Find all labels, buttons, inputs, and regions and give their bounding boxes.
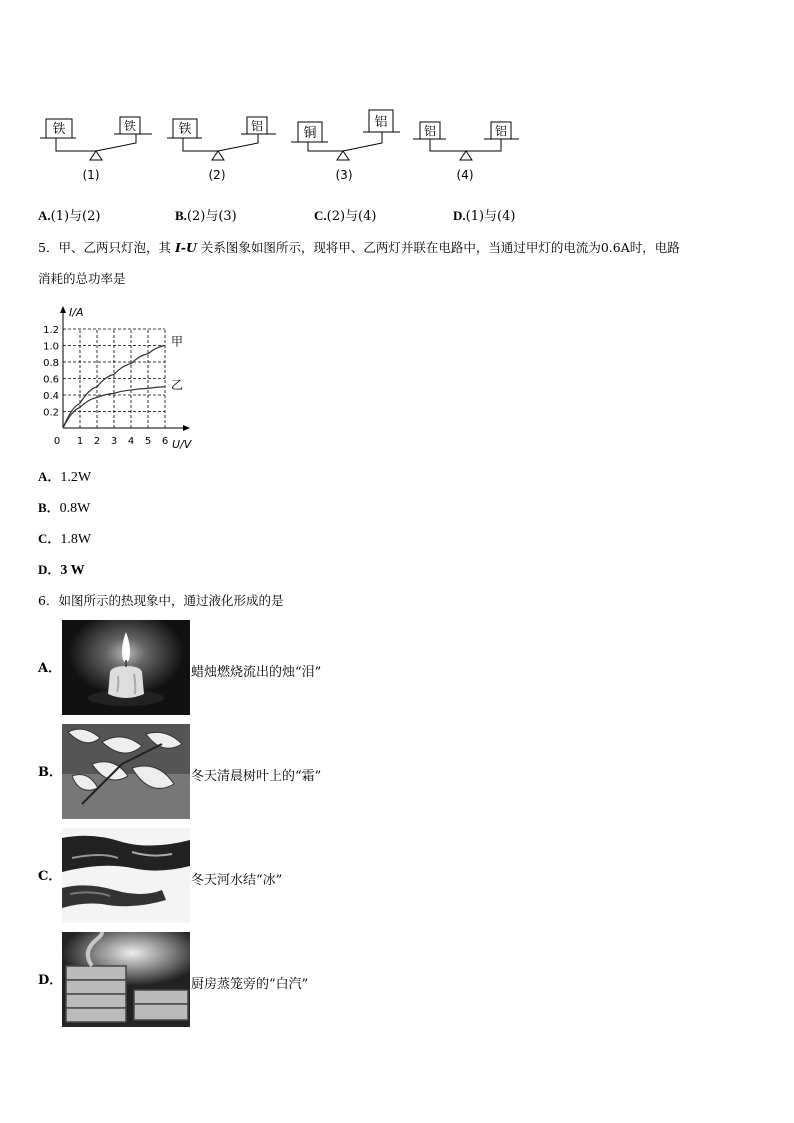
- q5-option-a-letter: A．: [38, 469, 61, 484]
- iu-chart: [36, 302, 206, 454]
- q6-option-d-letter[interactable]: D．: [38, 973, 63, 988]
- x-tick-label-5: 5: [144, 436, 152, 447]
- frost-leaf-photo: [62, 724, 190, 819]
- q4-option-b-text: (2)与(3): [186, 209, 237, 224]
- q4-option-b[interactable]: [175, 208, 237, 225]
- q5-option-c-letter: C．: [38, 531, 61, 546]
- balance-figures: [36, 105, 526, 187]
- x-tick-label-0: 0: [53, 436, 61, 447]
- y-tick-label-2: 0.6: [43, 374, 59, 386]
- balance-3-left-label: 铜: [303, 126, 317, 141]
- q5-option-c-text: 1.8W: [60, 532, 92, 547]
- y-tick-label-1: 0.4: [43, 391, 59, 402]
- x-tick-label-1: 1: [76, 436, 84, 447]
- q4-option-a[interactable]: [38, 208, 100, 225]
- q6-stem: 6．如图所示的热现象中，通过液化形成的是: [38, 593, 284, 608]
- balance-3-right-label: 铝: [374, 115, 388, 130]
- q5-option-a-text: 1.2W: [60, 470, 92, 485]
- balance-1-left-label: 铁: [52, 122, 66, 137]
- x-tick-label-3: 3: [110, 436, 118, 447]
- balance-4-caption: (4): [456, 168, 474, 182]
- q5-option-d-text: 3 W: [60, 563, 85, 578]
- q6-option-a-caption: 蜡烛燃烧流出的烛“泪”: [191, 665, 322, 680]
- series-label-1: 乙: [171, 377, 184, 392]
- x-axis-label: U/V: [172, 438, 192, 451]
- balance-2-left-label: 铁: [178, 122, 192, 137]
- q5-option-d-letter: D．: [38, 562, 61, 577]
- balance-1-caption: (1): [82, 168, 100, 182]
- balance-3-caption: (3): [335, 168, 353, 182]
- q6-option-c-caption: 冬天河水结“冰”: [191, 873, 283, 888]
- river-ice-photo: [62, 828, 190, 923]
- q5-stem-iu: I-U: [174, 240, 197, 255]
- candle-photo: [62, 620, 190, 715]
- q5-stem-after: 关系图象如图所示，现将甲、乙两灯并联在电路中，当通过甲灯的电流为0.6A时，电路: [196, 240, 680, 255]
- q6-option-c-letter[interactable]: C．: [38, 869, 62, 884]
- q5-option-b-letter: B．: [38, 500, 60, 515]
- q5-stem-before: 5．甲、乙两只灯泡，其: [38, 240, 175, 255]
- q6-option-b-caption: 冬天清晨树叶上的“霜”: [191, 769, 322, 784]
- balance-4: [413, 122, 519, 182]
- q6-option-a-letter[interactable]: A．: [38, 661, 62, 676]
- q4-option-d-text: (1)与(4): [465, 209, 516, 224]
- balance-1: [40, 117, 152, 182]
- y-tick-label-4: 1.0: [43, 341, 59, 353]
- y-axis-label: I/A: [69, 306, 84, 319]
- q5-option-a[interactable]: [38, 469, 91, 486]
- q4-option-c-text: (2)与(4): [326, 209, 377, 224]
- q5-stem-line2: 消耗的总功率是: [38, 271, 126, 286]
- balance-3: [291, 110, 400, 182]
- q4-option-c-letter: C.: [314, 208, 327, 223]
- y-axis-arrow: [60, 306, 66, 313]
- y-tick-label-5: 1.2: [43, 325, 59, 336]
- x-tick-label-2: 2: [93, 436, 101, 447]
- q4-option-d-letter: D.: [453, 208, 466, 223]
- q5-stem: [38, 240, 680, 256]
- q5-option-d[interactable]: [38, 562, 85, 579]
- q4-option-a-text: (1)与(2): [50, 209, 101, 224]
- q6-option-b-letter[interactable]: B．: [38, 765, 62, 780]
- y-tick-label-3: 0.8: [43, 358, 59, 369]
- balance-2-caption: (2): [208, 168, 226, 182]
- q6-option-d-caption: 厨房蒸笼旁的“白汽”: [191, 977, 309, 992]
- x-tick-label-6: 6: [161, 436, 169, 447]
- x-axis-arrow: [183, 425, 190, 431]
- q4-option-c[interactable]: [314, 208, 376, 225]
- q4-option-d[interactable]: [453, 208, 515, 225]
- series-label-0: 甲: [171, 334, 184, 349]
- balance-4-right-label: 铝: [494, 124, 508, 138]
- q5-option-b-text: 0.8W: [59, 501, 91, 516]
- q5-option-c[interactable]: [38, 531, 91, 548]
- x-tick-label-4: 4: [127, 436, 135, 447]
- y-tick-label-0: 0.2: [43, 407, 59, 419]
- balance-1-right-label: 铁: [123, 119, 137, 133]
- q4-option-b-letter: B.: [175, 208, 187, 223]
- balance-2-right-label: 铝: [250, 119, 264, 133]
- balance-2: [167, 117, 276, 182]
- q5-option-b[interactable]: [38, 500, 90, 517]
- steamer-photo: [62, 932, 190, 1027]
- q4-option-a-letter: A.: [38, 208, 51, 223]
- balance-4-left-label: 铝: [423, 124, 437, 138]
